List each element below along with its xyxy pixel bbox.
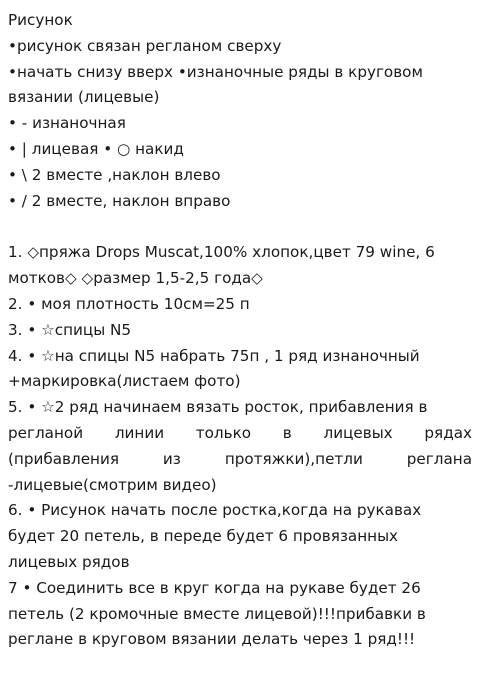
step-3-line: 3. • ☆спицы N5 [8,320,132,339]
word: рядах [424,423,472,442]
spacer [8,214,472,240]
note-line: •рисунок связан регланом сверху [8,36,282,55]
word: реглана [406,449,472,468]
step-1-line: мотков◇ ◇размер 1,5-2,5 года◇ [8,269,263,288]
step-7-line: 7 • Соединить все в круг когда на рукаве будет 26 [8,578,421,597]
step-1-line: 1. ◇пряжа Drops Muscat,100% хлопок,цвет 79 wine, 6 [8,243,435,262]
step-5-justified-line [8,421,472,447]
step-7-line: петель (2 кромочные вместе лицевой)!!!прибавки в [8,604,426,623]
word: протяжки),петли [224,449,363,468]
step-5-justified-line [8,447,472,473]
legend-k2tog-right: • / 2 вместе, наклон вправо [8,191,231,210]
note-line: •начать снизу вверх •изнаночные ряды в круговом [8,62,423,81]
word: линии [114,423,165,442]
legend-k2tog-left: • \ 2 вместе ,наклон влево [8,165,221,184]
step-6-line: лицевых рядов [8,552,130,571]
step-7-line: реглане в круговом вязании делать через 1 ряд!!! [8,630,416,649]
word: в [282,423,292,442]
step-4-line: 4. • ☆на спицы N5 набрать 75п , 1 ряд изнаночный [8,346,420,365]
step-5-line: -лицевые(смотрим видео) [8,475,217,494]
step-5-line: 5. • ☆2 ряд начинаем вязать росток, прибавления в [8,398,428,417]
word: регланой [8,423,84,442]
document-text [8,8,472,653]
step-6-line: 6. • Рисунок начать после ростка,когда на рукавах [8,501,422,520]
page-title: Рисунок [8,11,73,29]
legend-purl: • - изнаночная [8,114,126,133]
word: (прибавления [8,449,119,468]
word: лицевых [323,423,393,442]
note-line: вязании (лицевые) [8,88,160,107]
step-2-line: 2. • моя плотность 10см=25 п [8,294,250,313]
step-4-line: +маркировка(листаем фото) [8,372,241,391]
word: только [195,423,252,442]
legend-knit-yarnover: • | лицевая • ○ накид [8,139,184,158]
word: из [162,449,181,468]
step-6-line: будет 20 петель, в переде будет 6 провязанных [8,527,399,546]
